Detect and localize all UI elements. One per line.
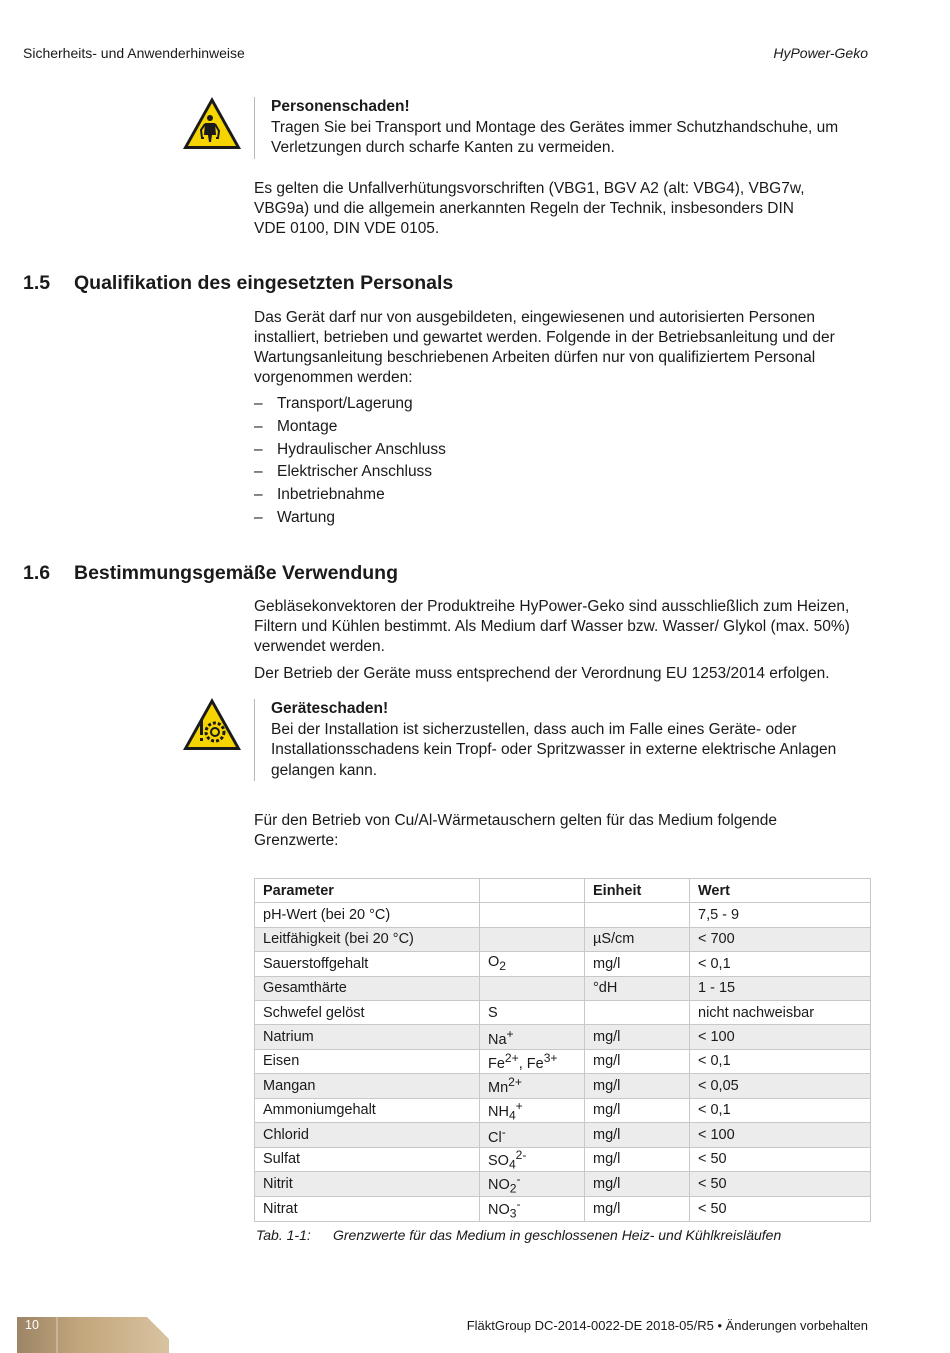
table-row — [255, 1197, 871, 1222]
table-row — [255, 1147, 871, 1172]
usage-paragraph: Gebläsekonvektoren der Produktreihe HyPower-Geko sind ausschließlich zum Heizen, Filtern und Kühlen bestimmt. Als Medium darf Wasser bzw. Wasser/ Glykol (max. 50%) verwendet werden. — [254, 598, 850, 655]
symbol-cell: $NO_2^-$ — [480, 1172, 585, 1197]
value-cell: < 700 — [690, 927, 871, 951]
device-damage-warning-icon — [181, 696, 243, 752]
unit-cell: mg/l — [585, 1147, 690, 1172]
symbol-cell: $NH_4^+$ — [480, 1098, 585, 1123]
unit-cell — [585, 1000, 690, 1024]
unit-cell: mg/l — [585, 952, 690, 976]
value-cell: nicht nachweisbar — [690, 1000, 871, 1024]
table-row — [255, 927, 871, 951]
table-row — [255, 1049, 871, 1073]
device-notice-text: Bei der Installation ist sicherzustellen, dass auch im Falle eines Geräte- oder Installationsschadens kein Tropf- oder Spritzwasser in externe elektrische Anlagen gelangen kann. — [271, 720, 837, 779]
table-row — [255, 1098, 871, 1123]
footer-document-info: FläktGroup DC-2014-0022-DE 2018-05/R5 • Änderungen vorbehalten — [466, 1318, 868, 1333]
column-header: Wert — [690, 879, 871, 903]
section-title: Qualifikation des eingesetzten Personals — [74, 272, 454, 294]
value-cell: < 100 — [690, 1025, 871, 1049]
symbol-cell: S — [480, 1000, 585, 1024]
value-cell: < 0,1 — [690, 1049, 871, 1073]
param-cell: Sulfat — [255, 1147, 480, 1172]
param-cell: Sauerstoffgehalt — [255, 952, 480, 976]
symbol-cell: $Mn^{2+}$ — [480, 1074, 585, 1098]
task-list — [254, 393, 446, 530]
value-cell: < 50 — [690, 1172, 871, 1197]
value-cell: < 100 — [690, 1123, 871, 1147]
section-title: Bestimmungsgemäße Verwendung — [74, 562, 398, 584]
unit-cell: µS/cm — [585, 927, 690, 951]
injury-notice-title: Personenschaden! — [271, 98, 410, 115]
param-cell: pH-Wert (bei 20 °C) — [255, 903, 480, 927]
param-cell: Gesamthärte — [255, 976, 480, 1000]
symbol-cell — [480, 976, 585, 1000]
regulation-paragraph: Der Betrieb der Geräte muss entsprechend der Verordnung EU 1253/2014 erfolgen. — [254, 665, 830, 682]
table-caption — [256, 1227, 781, 1243]
device-notice-title: Geräteschaden! — [271, 700, 389, 717]
table-row — [255, 1172, 871, 1197]
symbol-cell: Cl- — [480, 1123, 585, 1147]
value-cell: < 0,1 — [690, 1098, 871, 1123]
unit-cell: °dH — [585, 976, 690, 1000]
value-cell: 7,5 - 9 — [690, 903, 871, 927]
unit-cell: mg/l — [585, 1025, 690, 1049]
value-cell: < 50 — [690, 1147, 871, 1172]
list-item: – Inbetriebnahme — [254, 486, 385, 504]
unit-cell: mg/l — [585, 1049, 690, 1073]
list-item: – Hydraulischer Anschluss — [254, 440, 446, 458]
unit-cell: mg/l — [585, 1074, 690, 1098]
symbol-cell: $SO_4^{2-}$ — [480, 1147, 585, 1172]
section-heading-1-5 — [23, 272, 453, 295]
param-cell: Chlorid — [255, 1123, 480, 1147]
symbol-cell: $NO_3^-$ — [480, 1197, 585, 1222]
symbol-cell: Na+ — [480, 1025, 585, 1049]
unit-cell: mg/l — [585, 1098, 690, 1123]
param-cell: Schwefel gelöst — [255, 1000, 480, 1024]
list-item: – Transport/Lagerung — [254, 395, 413, 412]
param-cell: Eisen — [255, 1049, 480, 1073]
value-cell: < 0,1 — [690, 952, 871, 976]
column-header: Parameter — [255, 879, 480, 903]
caption-label: Tab. 1-1: — [256, 1227, 311, 1243]
value-cell: < 0,05 — [690, 1074, 871, 1098]
section-number: 1.5 — [23, 272, 51, 294]
list-item: – Elektrischer Anschluss — [254, 463, 433, 481]
symbol-cell — [480, 903, 585, 927]
param-cell: Nitrat — [255, 1197, 480, 1222]
regulations-paragraph: Es gelten die Unfallverhütungsvorschriften (VBG1, BGV A2 (alt: VBG4), VBG7w, VBG9a) und die allgemein anerkannten Regeln der Technik, insbesonders DIN VDE 0100, DIN VDE 0105. — [254, 180, 805, 237]
table-row — [255, 1025, 871, 1049]
symbol-cell: $O_2$ — [480, 952, 585, 976]
running-header-right: HyPower-Geko — [773, 45, 868, 61]
section-number: 1.6 — [23, 562, 51, 584]
glove-warning-icon — [181, 95, 243, 151]
list-item: – Montage — [254, 417, 338, 435]
param-cell: Nitrit — [255, 1172, 480, 1197]
table-row — [255, 952, 871, 976]
injury-notice-text: Tragen Sie bei Transport und Montage des Gerätes immer Schutzhandschuhe, um Verletzungen durch scharfe Kanten zu vermeiden. — [271, 118, 839, 156]
table-row — [255, 1074, 871, 1098]
table-row — [255, 976, 871, 1000]
unit-cell: mg/l — [585, 1197, 690, 1222]
symbol-cell: $Fe^{2+}$, $Fe^{3+}$ — [480, 1049, 585, 1073]
symbol-cell — [480, 927, 585, 951]
table-row — [255, 1123, 871, 1147]
device-notice — [254, 699, 876, 781]
unit-cell — [585, 903, 690, 927]
qualification-intro: Das Gerät darf nur von ausgebildeten, eingewiesenen und autorisierten Personen installiert, betrieben und gewartet werden. Folgende in der Betriebsanleitung und der Wartungsanleitung beschriebenen Arbeiten dürfen nur von qualifiziertem Personal vorgenommen werden: — [254, 309, 835, 386]
running-header-left: Sicherheits- und Anwenderhinweise — [23, 45, 245, 61]
table-header-row — [255, 879, 871, 903]
table-row — [255, 903, 871, 927]
param-cell: Mangan — [255, 1074, 480, 1098]
table-row — [255, 1000, 871, 1024]
unit-cell: mg/l — [585, 1123, 690, 1147]
limits-table — [254, 878, 871, 1222]
param-cell: Natrium — [255, 1025, 480, 1049]
value-cell: 1 - 15 — [690, 976, 871, 1000]
footer-page-tab — [17, 1317, 169, 1353]
value-cell: < 50 — [690, 1197, 871, 1222]
section-heading-1-6 — [23, 562, 398, 585]
limits-intro: Für den Betrieb von Cu/Al-Wärmetauschern gelten für das Medium folgende Grenzwerte: — [254, 812, 777, 849]
list-item: – Wartung — [254, 508, 336, 526]
injury-notice — [254, 97, 871, 159]
param-cell: Leitfähigkeit (bei 20 °C) — [255, 927, 480, 951]
column-header — [480, 879, 585, 903]
column-header: Einheit — [585, 879, 690, 903]
page-number: 10 — [25, 1318, 39, 1332]
param-cell: Ammoniumgehalt — [255, 1098, 480, 1123]
unit-cell: mg/l — [585, 1172, 690, 1197]
caption-text: Grenzwerte für das Medium in geschlossenen Heiz- und Kühlkreisläufen — [333, 1227, 782, 1243]
